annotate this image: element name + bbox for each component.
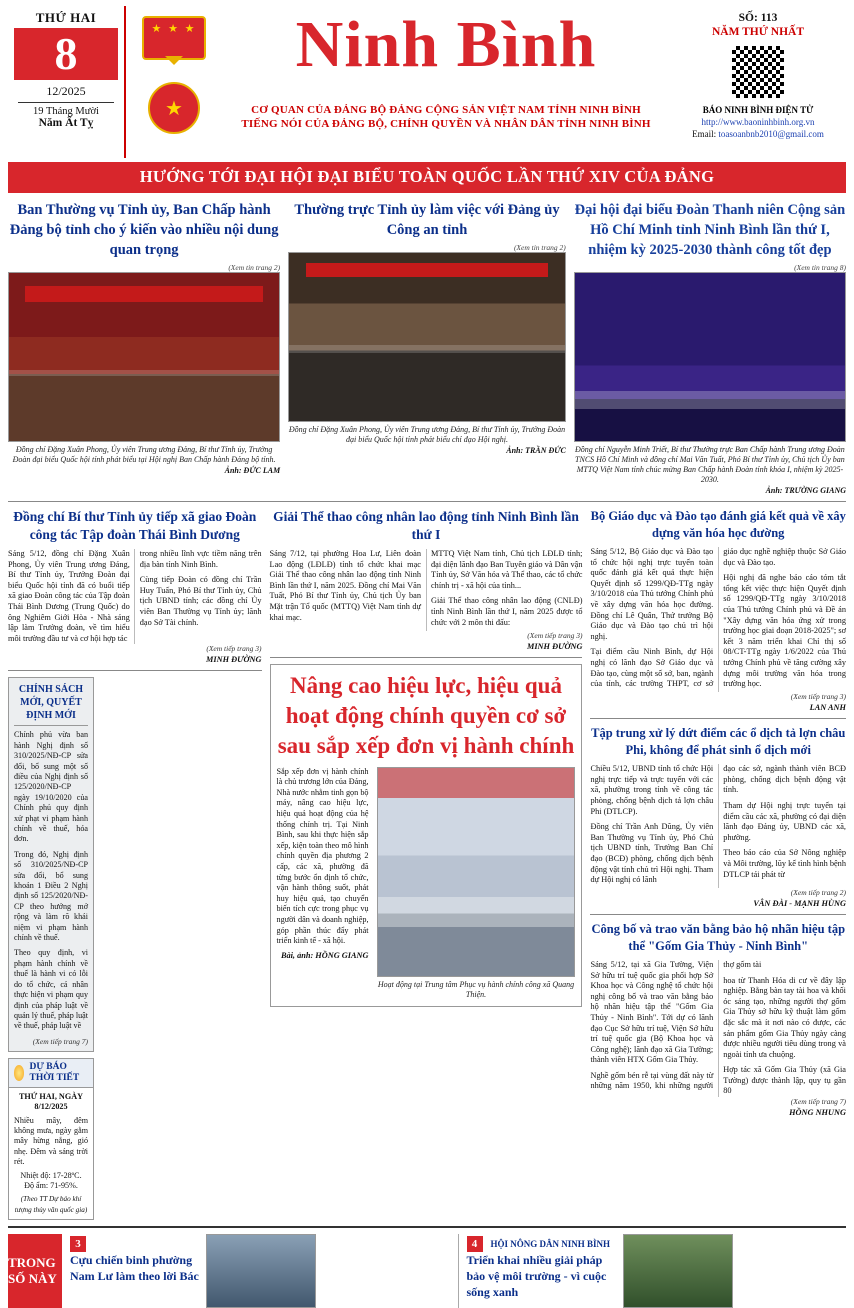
email-label: Email:: [692, 129, 717, 139]
headline-photo-2: [288, 252, 566, 422]
masthead-title-block: [222, 6, 670, 158]
weather-source: (Theo TT Dự báo khí tượng thủy văn quốc gia): [14, 1195, 88, 1214]
divider: [18, 102, 114, 103]
index-photo-1: [206, 1234, 316, 1308]
feature-lead: Sắp xếp đơn vị hành chính là chủ trương lớn của Đảng, Nhà nước nhằm tinh gọn bộ máy, nâng cao hiệu lực, hiệu quả hoạt động của hệ thống chính trị. Tại Ninh Bình, sau khi thực hiện sắp xếp, kiện toàn theo mô hình chính quyền địa phương 2 cấp, các xã, phường đã từng bước ổn định tổ chức, vận hành thông suốt, phát huy hiệu quả, tạo chuyển biến tích cực trong phục vụ người dân và doanh nghiệp, góp phần thúc đẩy phát triển kinh tế - xã hội.: [276, 766, 369, 946]
paragraph: Theo báo cáo của Sở Nông nghiệp và Môi trường, lũy kế tình hình bệnh DTLCP tái phát từ: [723, 848, 846, 879]
paragraph: Chính phủ vừa ban hành Nghị định số 310/2025/NĐ-CP sửa đổi, bổ sung một số điều của Nghị định số 125/2020/NĐ-CP ngày 19/10/2020 của Chính phủ quy định xử phạt vi phạm hành chính về thuế, hóa đơn.: [14, 730, 88, 844]
top-headlines-row: [8, 200, 846, 495]
feature-title[interactable]: Nâng cao hiệu lực, hiệu quả hoạt động chính quyền cơ sở sau sắp xếp đơn vị hành chính: [277, 672, 575, 758]
article-title-1[interactable]: Đồng chí Bí thư Tỉnh ủy tiếp xã giao Đoàn công tác Tập đoàn Thái Bình Dương: [13, 509, 257, 542]
article-title-4[interactable]: Tập trung xử lý dứt điểm các ổ dịch tả lợn châu Phi, không để phát sinh ổ dịch mới: [591, 726, 846, 758]
headline-note-2: (Xem tin trang 2): [513, 243, 566, 252]
issue-number: SỐ: 113: [738, 12, 778, 24]
index-item-2[interactable]: [467, 1234, 847, 1308]
photo-strip: [378, 897, 575, 927]
paragraph: trong nhiều lĩnh vực tiềm năng trên địa bàn tỉnh Ninh Bình.: [139, 549, 262, 569]
weather-humidity: Độ ẩm: 71-95%.: [24, 1180, 78, 1190]
website-link[interactable]: http://www.baoninhbinh.org.vn: [701, 117, 815, 127]
photo-strip: [9, 370, 279, 376]
qr-code-icon[interactable]: [730, 44, 786, 100]
masthead-subtitle-1: CƠ QUAN CỦA ĐẢNG BỘ ĐẢNG CỘNG SẢN VIỆT NAM TỈNH NINH BÌNH: [251, 104, 641, 116]
paragraph: MTTQ Việt Nam tỉnh, Chủ tịch LĐLĐ tỉnh; đại diện lãnh đạo Ban Tuyên giáo và Dân vận Tỉnh ủy, Sở Văn hóa và Thể thao, các tổ chức chính trị - xã hội của tỉnh...: [431, 549, 583, 590]
paragraph: Sáng 7/12, tại phường Hoa Lư, Liên đoàn Lao động (LĐLĐ) tỉnh tổ chức khai mạc Giải Thể thao công nhân lao động tỉnh Ninh Bình lần thứ I, năm 2025. Đồng chí Mai Văn Tuất, Phó Bí thư Tỉnh ủy, Chủ tịch Ủy ban Mặt trận Tổ quốc (MTTQ) Việt Nam tỉnh dự khai mạc.: [269, 549, 421, 622]
photo-banner-strip: [306, 263, 549, 277]
online-label: BÁO NINH BÌNH ĐIỆN TỬ: [702, 105, 814, 115]
paragraph: Hội nghị đã nghe báo cáo tóm tắt tổng kết việc thực hiện Quyết định số 1299/QĐ-TTg ngày 3/10/2018 của Thủ tướng Chính phủ và Đề án "Xây dựng văn hóa ứng xử trong trường học giai đoạn 2018-2025"; sơ kết 3 năm triển khai Chỉ thị số 08/CT-TTg ngày 1/6/2022 của Thủ tướng Chính phủ về tăng cường xây dựng môi trường văn hóa trong trường học.: [723, 573, 846, 689]
medal-icon: [142, 16, 206, 60]
paragraph: Trong đó, Nghị định số 310/2025/NĐ-CP sửa đổi, bổ sung khoản 1 Điều 2 Nghị định số 125/2020/NĐ-CP theo hướng mở rộng và làm rõ khái niệm vi phạm hành chính về thuế.: [14, 849, 88, 943]
index-number-2: 4: [467, 1236, 483, 1252]
feature-photo-caption: Hoạt động tại Trung tâm Phục vụ hành chính công xã Quang Thiện.: [377, 979, 575, 999]
article-body-3: [590, 547, 846, 692]
weather-text: Nhiều mây, đêm không mưa, ngày gằm mây hừng nắng, gió nhẹ. Đêm và sáng trời rét.: [14, 1115, 88, 1167]
paragraph: Đồng chí Trần Anh Dũng, Ủy viên Ban Thường vụ Tỉnh ủy, Phó Chủ tịch UBND tỉnh, Trưởng Ban Chỉ đạo (BCĐ) phòng, chống dịch bệnh động vật tỉnh chủ trì Hội nghị. Tham dự Hội nghị có lãnh: [590, 822, 714, 885]
page-title: Ninh Bình: [295, 8, 597, 81]
divider: [590, 914, 846, 915]
paragraph: Sáng 5/12, Bộ Giáo dục và Đào tạo tổ chức hội nghị trực tuyến toàn quốc đánh giá kết quả thực hiện Quyết định số 1299/QĐ-TTg ngày 3/10/2018 của Thủ tướng Chính phủ về xây dựng văn hóa học đường. Đồng chí Lê Quân, Thứ trưởng Bộ Giáo dục và Đào tạo chủ trì hội nghị.: [590, 547, 714, 641]
paragraph: Giải Thể thao công nhân lao động (CNLĐ) tỉnh Ninh Bình lần thứ I, năm 2025 được tổ chức với 2 môn thi đấu:: [431, 596, 583, 627]
masthead: [8, 6, 846, 158]
article-body-1: [8, 549, 262, 644]
article-title-3[interactable]: Bộ Giáo dục và Đào tạo đánh giá kết quả về xây dựng văn hóa học đường: [590, 509, 846, 540]
policy-box: [8, 677, 94, 1051]
article-body-4: [590, 764, 846, 888]
article-continuation-3[interactable]: (Xem tiếp trang 3): [790, 692, 846, 702]
email-address[interactable]: toasoanbnb2010@gmail.com: [718, 129, 824, 139]
article-continuation-5[interactable]: (Xem tiếp trang 7): [790, 1097, 846, 1107]
feature-article: [270, 664, 583, 1007]
headline-photo-3: [574, 272, 846, 442]
paragraph: Theo quy định, vi phạm hành chính về thuế là hành vi có lỗi do tổ chức, cá nhân thực hiện vi phạm quy định của pháp luật về quản lý thuế, pháp luật về thuế, pháp luật về: [14, 948, 88, 1031]
photo-strip: [575, 391, 845, 409]
divider: [8, 670, 262, 671]
left-column: [8, 508, 262, 1220]
paragraph: Cùng tiếp Đoàn có đồng chí Trần Huy Tuấn, Phó Bí thư Tỉnh ủy, Chủ tịch UBND tỉnh; các đồng chí Ủy viên Ban Thường vụ Tỉnh ủy; lãnh đạo Sở Tài chính.: [139, 575, 262, 627]
lunar-year: Năm Ất Tỵ: [38, 117, 94, 129]
masthead-date-block: [8, 6, 126, 158]
paragraph: Tham dự Hội nghị trực tuyến tại điểm cầu các xã, phường có đại diện lãnh đạo Đảng ủy, UBND các xã, phường.: [723, 801, 846, 842]
issue-year: NĂM THỨ NHẤT: [712, 26, 804, 38]
middle-column: [270, 508, 583, 1220]
article-byline-5: HỒNG NHUNG: [789, 1108, 846, 1118]
index-label-text: TRONG SỐ NÀY: [8, 1255, 57, 1287]
policy-box-continuation[interactable]: (Xem tiếp trang 7): [32, 1036, 88, 1046]
sun-icon: [14, 1065, 24, 1081]
index-number-1: 3: [70, 1236, 86, 1252]
lunar-date: 19 Tháng Mười: [33, 106, 99, 117]
section-divider: [8, 501, 846, 502]
article-byline-2: MINH ĐƯỜNG: [526, 641, 583, 651]
day-name: THỨ HAI: [35, 10, 97, 25]
weather-temp: Nhiệt độ: 17-28ºC.: [20, 1170, 82, 1180]
headline-title-3[interactable]: Đại hội đại biểu Đoàn Thanh niên Cộng sản Hồ Chí Minh tỉnh Ninh Bình lần thứ I, nhiệm kỳ 2025-2030 thành công tốt đẹp: [574, 202, 846, 258]
photo-caption-2: Đồng chí Đặng Xuân Phong, Ủy viên Trung ương Đảng, Bí thư Tỉnh ủy, Trưởng Đoàn đại biểu Quốc hội tỉnh phát biểu chỉ đạo Hội nghị.: [288, 425, 566, 444]
article-title-2[interactable]: Giải Thể thao công nhân lao động tỉnh Ninh Bình lần thứ I: [273, 509, 579, 542]
index-label: [8, 1234, 62, 1308]
paragraph: Sáng 5/12, đồng chí Đặng Xuân Phong, Ủy viên Trung ương Đảng, Bí thư Tỉnh ủy, Trưởng Đoàn đại biểu Quốc hội tỉnh đã có buổi tiếp xã giao Đoàn công tác của Tập đoàn Thái Bình Dương (Trung Quốc) do ông Nghiêm Giới Hòa - Nhà sáng lập làm Trưởng đoàn, về tìm hiểu môi trường đầu tư và cơ hội hợp tác: [8, 549, 130, 643]
article-byline-1: MINH ĐƯỜNG: [206, 655, 262, 665]
article-continuation-4[interactable]: (Xem tiếp trang 2): [790, 887, 846, 897]
index-title-1[interactable]: Cựu chiến binh phường Nam Lư làm theo lời Bác: [70, 1253, 199, 1284]
paragraph: Sáng 5/12, tại xã Gia Tường, Viện Sở hữu trí tuệ quốc gia phối hợp Sở Khoa học và Công nghệ tổ chức hội nghị công bố và trao văn bằng bảo hộ nhãn hiệu tập thể "Gốm Gia Thủy - Ninh Bình". Tới dự có lãnh đạo Cục Sở hữu trí tuệ, Viện Sở hữu trí tuệ quốc gia (Bộ Khoa học và Công nghệ); lãnh đạo xã Gia Tường; thành viên HTX Gốm Gia Thủy.: [590, 959, 714, 1065]
headline-block-3: [574, 200, 846, 495]
index-kicker-2: HỘI NÔNG DÂN NINH BÌNH: [490, 1239, 611, 1250]
weather-title: DỰ BÁO THỜI TIẾT: [29, 1061, 80, 1083]
divider: [270, 657, 583, 658]
policy-box-title: CHÍNH SÁCH MỚI, QUYẾT ĐỊNH MỚI: [14, 683, 88, 726]
headline-photo-1: [8, 272, 280, 442]
bottom-divider: [8, 1226, 846, 1228]
feature-left-pad: [101, 677, 262, 1220]
paragraph: Hợp tác xã Gốm Gia Thủy (xã Gia Tường) được thành lập, quy tụ gần 80: [723, 1065, 846, 1096]
photo-credit-1: Ảnh: ĐỨC LAM: [224, 466, 281, 475]
headline-note-1: (Xem tin trang 2): [228, 263, 281, 272]
index-title-2[interactable]: Triển khai nhiều giải pháp bảo vệ môi trường - vì cuộc sống xanh: [466, 1253, 607, 1300]
paragraph: hoa từ Thanh Hóa di cư về đây lập nghiệp. Bằng bàn tay tài hoa và khối óc sáng tạo, những người thợ gốm Gia Thủy sở hữu kỹ thuật làm gốm đặc sắc mà ít nơi nào có được, các sản phẩm gốm Gia Thủy ngày càng được nhiều người tiêu dùng trong và ngoài tỉnh ưa chuộng.: [723, 975, 846, 1059]
article-continuation-1[interactable]: (Xem tiếp trang 3): [206, 644, 262, 654]
emblem-block: [126, 6, 222, 158]
photo-caption-3: Đồng chí Nguyễn Minh Triết, Bí thư Thường trực Ban Chấp hành Trung ương Đoàn TNCS Hồ Chí Minh và đồng chí Mai Văn Tuất, Phó Bí thư Tỉnh ủy, Chủ tịch Ủy ban MTTQ Việt Nam tỉnh chúc mừng Ban Chấp hành Đoàn tỉnh khóa I, nhiệm kỳ 2025-2030.: [575, 445, 845, 484]
day-number: 8: [14, 28, 118, 80]
weather-date: THỨ HAI, NGÀY 8/12/2025: [18, 1091, 84, 1112]
headline-title-2[interactable]: Thường trực Tỉnh ủy làm việc với Đảng ủy Công an tỉnh: [294, 202, 560, 238]
photo-banner-strip: [25, 286, 263, 302]
headline-block-1: [8, 200, 280, 495]
month-year: 12/2025: [46, 84, 86, 98]
photo-strip: [289, 345, 565, 353]
masthead-subtitle-2: TIẾNG NÓI CỦA ĐẢNG BỘ, CHÍNH QUYỀN VÀ NHÂN DÂN TỈNH NINH BÌNH: [241, 118, 651, 130]
index-bar: [8, 1234, 846, 1308]
paragraph: Tại điểm cầu Ninh Bình, dự Hội nghị có lãnh đạo Sở Giáo dục và Đào tạo, cùng một số sở, ban, ngành của tỉnh, các trường THPT, cơ sở giáo dục nghề nghiệp thuộc Sở Giáo dục và Đào tạo.: [590, 547, 846, 689]
article-body-2: [270, 549, 583, 631]
right-column: [590, 508, 846, 1220]
photo-banner-strip: [378, 768, 575, 798]
photo-credit-3: Ảnh: TRƯỜNG GIANG: [765, 486, 846, 495]
headline-note-3: (Xem tin trang 8): [794, 263, 846, 272]
feature-credit: Bài, ảnh: HỒNG GIANG: [280, 950, 369, 960]
star-emblem-icon: ★: [148, 82, 200, 134]
article-body-5: [590, 960, 846, 1097]
main-body: [8, 508, 846, 1220]
photo-credit-2: Ảnh: TRẦN ĐỨC: [506, 446, 566, 455]
campaign-banner: HƯỚNG TỚI ĐẠI HỘI ĐẠI BIỂU TOÀN QUỐC LẦN THỨ XIV CỦA ĐẢNG: [8, 162, 846, 193]
article-byline-4: VÂN ĐÀI - MẠNH HÙNG: [753, 898, 846, 908]
weather-box: [8, 1058, 94, 1220]
index-photo-2: [623, 1234, 733, 1308]
feature-text: [277, 767, 369, 1000]
feature-photo-wrap: [377, 767, 576, 1000]
masthead-issue-block: [670, 6, 846, 158]
divider: [590, 718, 846, 719]
photo-caption-1: Đồng chí Đặng Xuân Phong, Ủy viên Trung ương Đảng, Bí thư Tỉnh ủy, Trưởng Đoàn đại biểu Quốc hội tỉnh phát biểu tại Hội nghị Ban Chấp hành Đảng bộ tỉnh.: [12, 445, 276, 464]
feature-photo: [377, 767, 576, 977]
headline-title-1[interactable]: Ban Thường vụ Tỉnh ủy, Ban Chấp hành Đảng bộ tỉnh cho ý kiến vào nhiều nội dung quan trọng: [9, 202, 279, 258]
headline-block-2: [288, 200, 566, 495]
paragraph: đạo các sở, ngành thành viên BCĐ phòng, chống dịch bệnh động vật tỉnh.: [723, 764, 846, 795]
paragraph: Chiều 5/12, UBND tỉnh tổ chức Hội nghị trực tiếp và trực tuyến với các xã, phường trong tỉnh về công tác phòng, chống bệnh dịch tả lợn châu Phi (DTLCP).: [590, 764, 714, 816]
paragraph: Nghề gốm bén rễ tại vùng đất này từ những năm 1950, khi những người thợ gốm tài: [590, 959, 762, 1091]
index-item-1[interactable]: [70, 1234, 450, 1308]
article-byline-3: LAN ANH: [809, 703, 846, 713]
article-continuation-2[interactable]: (Xem tiếp trang 3): [527, 630, 583, 640]
article-title-5[interactable]: Công bố và trao văn bằng bảo hộ nhãn hiệu tập thể "Gốm Gia Thủy - Ninh Bình": [591, 921, 846, 953]
